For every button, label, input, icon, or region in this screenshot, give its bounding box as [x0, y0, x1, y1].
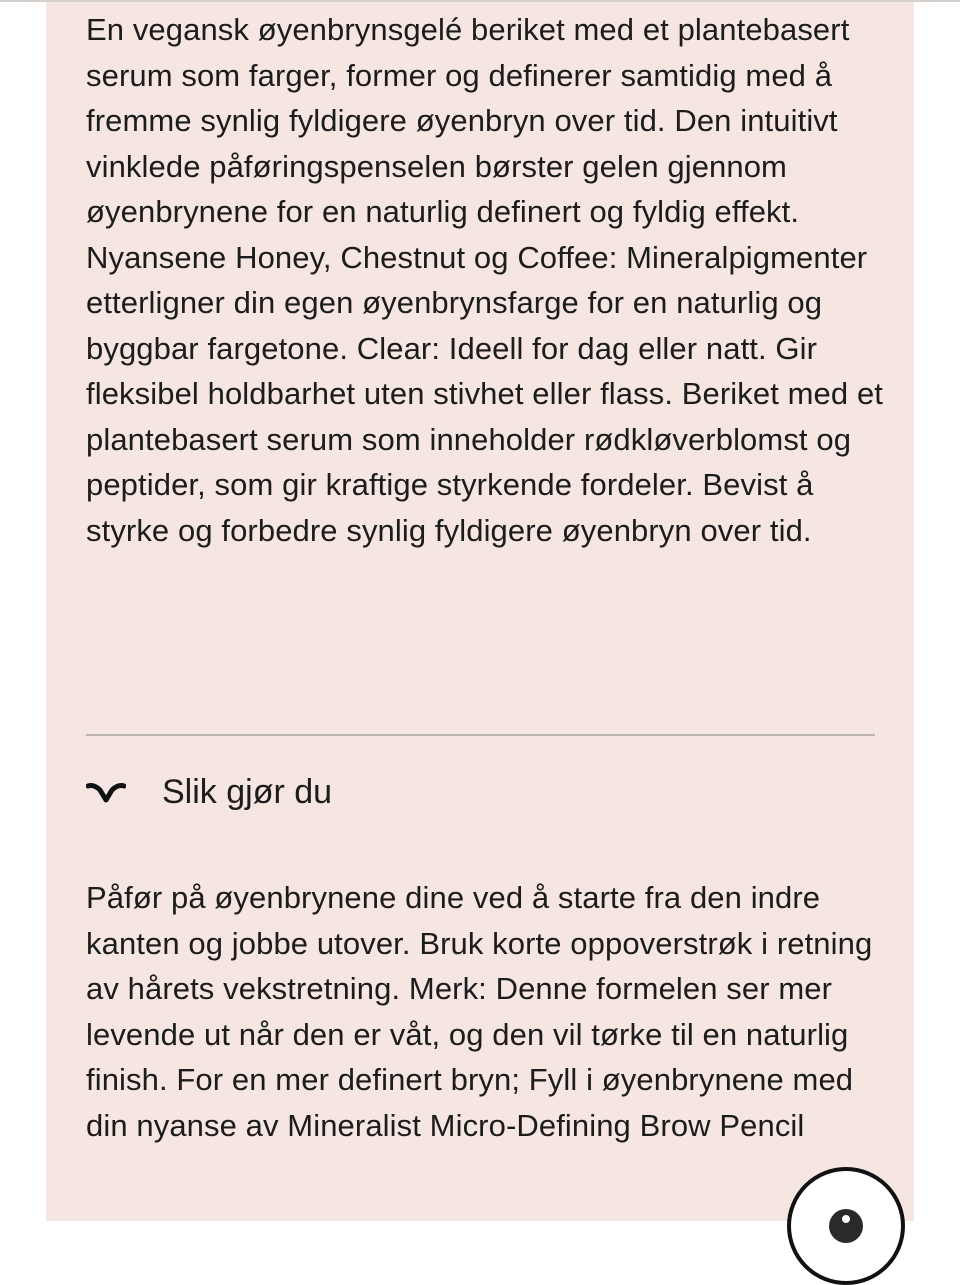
section-divider	[86, 734, 875, 736]
accessibility-icon	[829, 1209, 863, 1243]
how-to-accordion-toggle[interactable]	[86, 764, 332, 820]
how-to-text: Påfør på øyenbrynene dine ved å starte fra den indre kanten og jobbe utover. Bruk korte oppoverstrøk i retning av hårets vekstretning. Merk: Denne formelen ser mer levende ut når den er våt, og den vil tørke til en naturlig finish. For en mer definert bryn; Fyll i øyenbrynene med din nyanse av Mineralist Micro-Defining Brow Pencil	[86, 880, 873, 1143]
how-to-title: Slik gjør du	[162, 772, 333, 811]
product-details-panel	[46, 2, 914, 1221]
product-description: En vegansk øyenbrynsgelé beriket med et plantebasert serum som farger, former og definerer samtidig med å fremme synlig fyldigere øyenbryn over tid. Den intuitivt vinklede påføringspenselen børster gelen gjennom øyenbrynene for en naturlig definert og fyldig effekt. Nyansene Honey, Chestnut og Coffee: Mineralpigmenter etterligner din egen øyenbrynsfarge for en naturlig og byggbar fargetone. Clear: Ideell for dag eller natt. Gir fleksibel holdbarhet uten stivhet eller flass. Beriket med et plantebasert serum som inneholder rødkløverblomst og peptider, som gir kraftige styrkende fordeler. Bevist å styrke og forbedre synlig fyldigere øyenbryn over tid.	[86, 12, 884, 548]
chevron-down-icon	[86, 780, 126, 804]
floating-help-button[interactable]	[787, 1167, 905, 1285]
